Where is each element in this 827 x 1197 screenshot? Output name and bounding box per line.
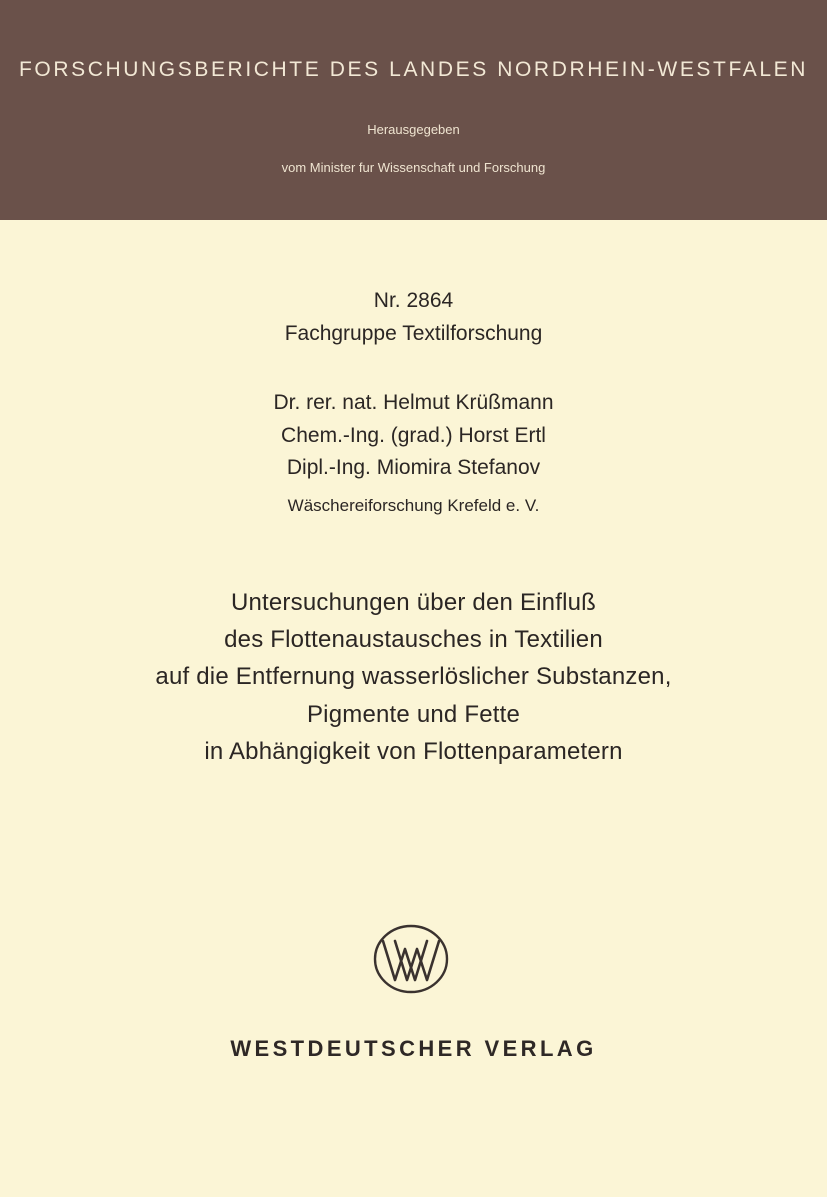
author-3: Dipl.-Ing. Miomira Stefanov (286, 456, 541, 479)
institute: Wäschereiforschung Krefeld e. V. (287, 496, 540, 515)
published-by-label: Herausgegeben (367, 122, 460, 137)
title-line-2: des Flottenaustausches in Textilien (224, 626, 603, 653)
title-line-4: Pigmente und Fette (306, 701, 521, 728)
ww-circle-logo-icon (371, 924, 451, 994)
publisher-minister: vom Minister fur Wissenschaft und Forschung (281, 160, 546, 175)
title-line-3: auf die Entfernung wasserlöslicher Substanzen, (155, 663, 672, 690)
author-1: Dr. rer. nat. Helmut Krüßmann (273, 391, 554, 414)
report-group: Fachgruppe Textilforschung (284, 322, 543, 345)
series-title: FORSCHUNGSBERICHTE DES LANDES NORDRHEIN-WESTFALEN (19, 58, 808, 81)
title-line-1: Untersuchungen über den Einfluß (230, 589, 597, 616)
publisher-name: WESTDEUTSCHER VERLAG (230, 1036, 597, 1061)
title-line-5: in Abhängigkeit von Flottenparametern (204, 738, 623, 765)
report-number: Nr. 2864 (373, 289, 454, 312)
header-band (0, 0, 827, 220)
author-2: Chem.-Ing. (grad.) Horst Ertl (281, 424, 546, 447)
